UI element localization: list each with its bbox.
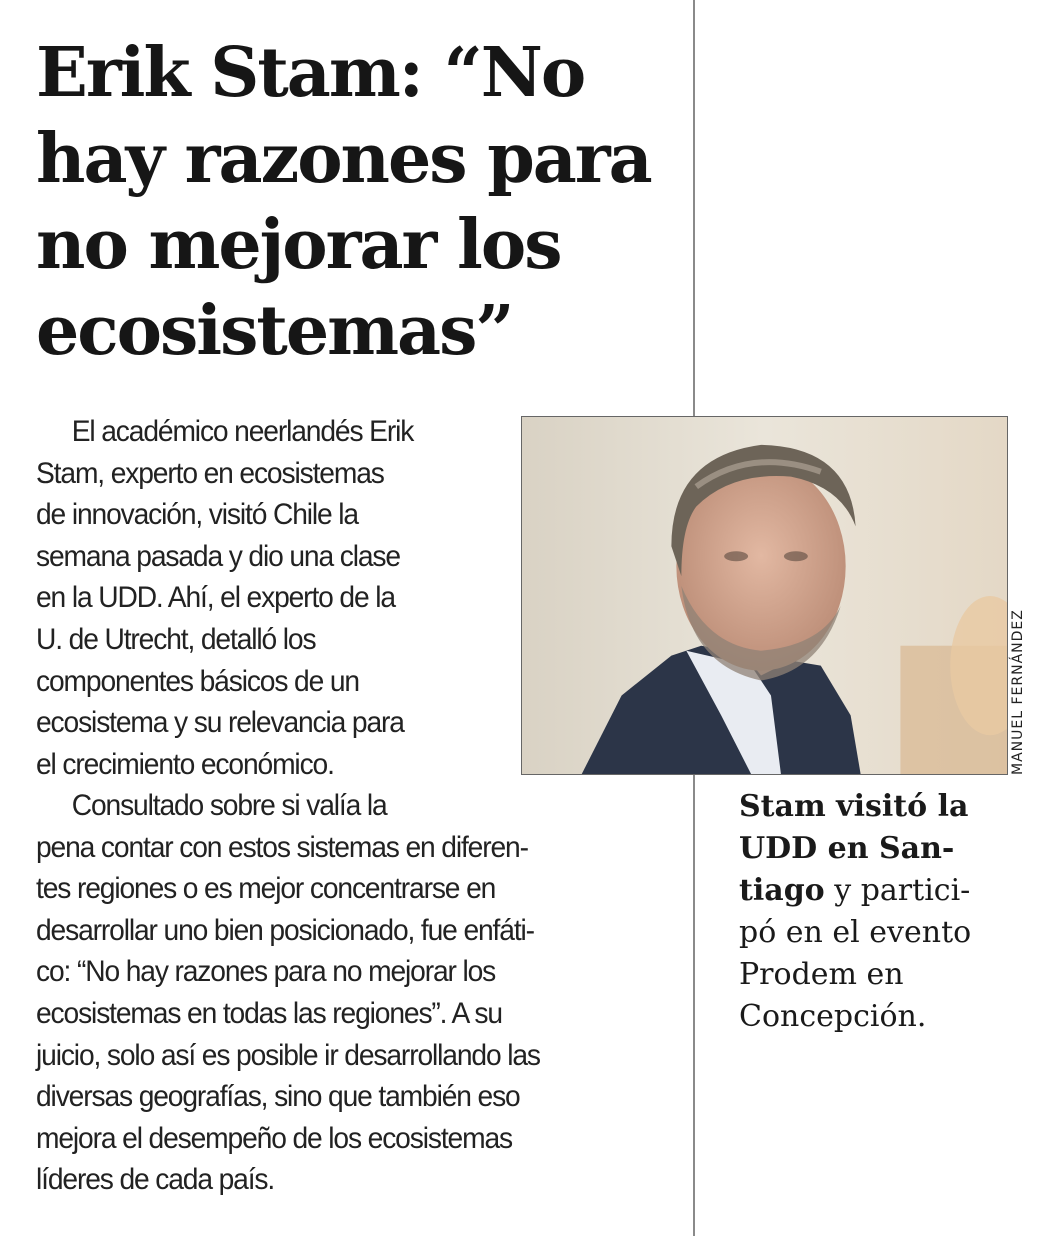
headline-line: no mejorar los [36,205,561,285]
portrait-photo [521,416,1008,775]
body-line: Stam, experto en ecosistemas [36,456,384,490]
body-line: tes regiones o es mejor concentrarse en [36,872,496,906]
headline [36,30,686,374]
body-line: mejora el desempeño de los ecosistemas [36,1121,512,1155]
headline-line: Erik Stam: “No [36,33,585,113]
body-line: pena contar con estos sistemas en diferen- [36,830,528,864]
caption-line: UDD en San- [739,831,955,866]
headline-line: hay razones para [36,119,651,199]
body-line: en la UDD. Ahí, el experto de la [36,581,395,615]
body-line: semana pasada y dio una clase [36,539,400,573]
body-line: ecosistema y su relevancia para [36,706,404,740]
body-line: juicio, solo así es posible ir desarrollando las [36,1038,540,1072]
body-line: el crecimiento económico. [36,747,334,781]
caption-line: tiago [739,873,825,908]
portrait-photo-icon [522,417,1007,774]
body-paragraph-2 [36,785,540,1201]
photo-caption [739,786,971,1038]
body-line: U. de Utrecht, detalló los [36,622,316,656]
caption-line: Stam visitó la [739,789,969,824]
body-line: ecosistemas en todas las regiones”. A su [36,996,502,1030]
caption-line: y partici- [824,873,971,908]
headline-line: ecosistemas” [36,291,513,371]
body-paragraph-1 [36,411,413,785]
body-line: diversas geografías, sino que también eso [36,1080,520,1114]
body-line: El académico neerlandés Erik [71,415,414,448]
body-line: componentes básicos de un [36,664,359,698]
caption-line: Concepción. [739,999,927,1034]
body-line: Consultado sobre si valía la [71,789,387,822]
photo-credit: MANUEL FERNÁNDEZ [1010,609,1026,775]
body-line: desarrollar uno bien posicionado, fue enfáti- [36,913,534,947]
caption-line: Prodem en [739,957,904,992]
body-line: líderes de cada país. [36,1163,275,1197]
caption-line: pó en el evento [739,915,972,950]
body-line: co: “No hay razones para no mejorar los [36,955,496,989]
body-line: de innovación, visitó Chile la [36,498,358,532]
